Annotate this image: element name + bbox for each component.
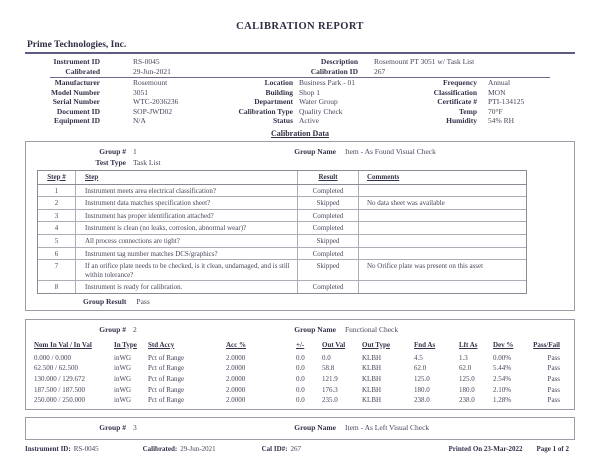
table-cell: KLBH bbox=[362, 375, 382, 384]
group-1-box bbox=[25, 141, 575, 311]
functional-check-table bbox=[26, 340, 574, 406]
table-cell: 0.000 / 0.000 bbox=[34, 353, 71, 362]
table-cell: 0.0 bbox=[296, 385, 305, 394]
table-cell: 5.44% bbox=[493, 364, 512, 373]
column-header: Nom In Val / In Val bbox=[34, 340, 92, 349]
field-label: Serial Number bbox=[52, 97, 100, 107]
table-cell: Pass bbox=[547, 375, 560, 384]
table-cell: Pct of Range bbox=[148, 375, 185, 384]
step-number-cell: 2 bbox=[38, 197, 76, 209]
table-cell: 250.000 / 250.000 bbox=[34, 396, 85, 405]
result-cell: Completed bbox=[298, 248, 359, 260]
field-label: Calibration Type bbox=[238, 106, 293, 116]
field-value: PTI-134125 bbox=[488, 97, 525, 107]
field-label: Building bbox=[265, 87, 293, 97]
info-row bbox=[25, 116, 575, 126]
group-name-label: Group Name bbox=[294, 423, 336, 433]
table-cell: Pct of Range bbox=[148, 385, 185, 394]
footer-calibrated-value: 29-Jun-2021 bbox=[180, 445, 216, 454]
field-label: Location bbox=[264, 78, 293, 87]
table-cell: inWG bbox=[114, 396, 132, 405]
table-cell: 121.9 bbox=[322, 375, 338, 384]
step-number-cell: 1 bbox=[38, 185, 76, 197]
table-row bbox=[38, 210, 526, 223]
group-2-header bbox=[26, 324, 574, 335]
step-cell: Instrument is clean (no leaks, corrosion, abnormal wear)? bbox=[76, 222, 298, 234]
result-cell: Skipped bbox=[298, 235, 359, 247]
table-cell: Pass bbox=[547, 364, 560, 373]
column-header: Out Type bbox=[362, 340, 390, 349]
table-cell: 1.28% bbox=[493, 396, 512, 405]
test-type-label: Test Type bbox=[95, 157, 126, 167]
footer-instrument-label: Instrument ID: bbox=[25, 445, 71, 454]
field-value: WTC-2036236 bbox=[133, 97, 179, 107]
field-value: Business Park - 01 bbox=[299, 78, 356, 87]
step-cell: Instrument has proper identification attached? bbox=[76, 210, 298, 222]
table-row bbox=[34, 395, 566, 406]
table-cell: 0.00% bbox=[493, 353, 512, 362]
info-row bbox=[25, 67, 575, 77]
step-number-cell: 4 bbox=[38, 222, 76, 234]
comments-cell bbox=[359, 248, 528, 260]
table-row bbox=[38, 222, 526, 235]
table-cell: 2.0000 bbox=[226, 353, 246, 362]
column-header: Result bbox=[298, 171, 359, 184]
step-number-cell: 6 bbox=[38, 248, 76, 260]
field-label: Description bbox=[320, 57, 358, 66]
info-top-rows bbox=[25, 57, 575, 77]
field-label: Instrument ID bbox=[53, 57, 100, 66]
field-value: 3051 bbox=[133, 87, 148, 97]
group-2-box bbox=[25, 319, 575, 410]
field-value: Active bbox=[299, 116, 319, 126]
field-value: Annual bbox=[488, 78, 511, 87]
footer-cal-id-value: 267 bbox=[290, 445, 301, 454]
table-cell: 4.5 bbox=[414, 353, 423, 362]
group-name-label: Group Name bbox=[294, 324, 336, 334]
column-header: Std Accy bbox=[148, 340, 175, 349]
cal-table-body bbox=[34, 353, 566, 407]
step-cell: Instrument meets area electrical classification? bbox=[76, 185, 298, 197]
field-label: Temp bbox=[458, 106, 477, 116]
field-label: Document ID bbox=[56, 106, 100, 116]
field-value: N/A bbox=[133, 116, 146, 126]
group-number: 3 bbox=[133, 423, 137, 433]
group-1-test-type-row bbox=[26, 157, 574, 168]
group-1-header bbox=[26, 146, 574, 157]
step-cell: If an orifice plate needs to be checked, is it clean, undamaged, and is still within tolerance? bbox=[76, 260, 298, 280]
table-cell: 176.3 bbox=[322, 385, 338, 394]
field-label: Classification bbox=[433, 87, 477, 97]
table-row bbox=[38, 185, 526, 198]
step-number-cell: 3 bbox=[38, 210, 76, 222]
table-row bbox=[38, 197, 526, 210]
field-value: Water Group bbox=[299, 97, 338, 107]
group-number-label: Group # bbox=[99, 146, 126, 156]
group-number: 2 bbox=[133, 324, 137, 334]
company-name: Prime Technologies, Inc. bbox=[27, 40, 127, 50]
table-cell: Pct of Range bbox=[148, 396, 185, 405]
table-cell: 187.500 / 187.500 bbox=[34, 385, 85, 394]
table-cell: Pass bbox=[547, 353, 560, 362]
field-label: Humidity bbox=[446, 116, 477, 126]
table-row bbox=[38, 235, 526, 248]
table-row bbox=[34, 385, 566, 396]
table-cell: KLBH bbox=[362, 364, 382, 373]
table-cell: 62.500 / 62.500 bbox=[34, 364, 78, 373]
field-value: 54% RH bbox=[488, 116, 515, 126]
info-row bbox=[25, 107, 575, 117]
column-header: Step # bbox=[38, 171, 76, 184]
comments-cell bbox=[359, 281, 528, 293]
table-cell: KLBH bbox=[362, 396, 382, 405]
field-value: MON bbox=[488, 87, 506, 97]
table-cell: Pct of Range bbox=[148, 364, 185, 373]
group-3-box bbox=[25, 417, 575, 440]
info-row bbox=[25, 78, 575, 88]
comments-cell bbox=[359, 222, 528, 234]
field-value: RS-0045 bbox=[133, 57, 160, 66]
table-cell: 58.8 bbox=[322, 364, 335, 373]
group-name: Functional Check bbox=[345, 324, 399, 334]
group-number-label: Group # bbox=[99, 324, 126, 334]
group-number-label: Group # bbox=[99, 423, 126, 433]
column-header: Comments bbox=[367, 172, 400, 181]
group-result-row bbox=[83, 297, 574, 307]
table-cell: 2.0000 bbox=[226, 385, 246, 394]
table-cell: inWG bbox=[114, 375, 132, 384]
info-row bbox=[25, 57, 575, 67]
step-cell: Instrument is ready for calibration. bbox=[76, 281, 298, 293]
table-cell: 2.0000 bbox=[226, 396, 246, 405]
group-result-label: Group Result bbox=[83, 296, 127, 306]
field-label: Certificate # bbox=[437, 97, 477, 107]
table-cell: KLBH bbox=[362, 353, 382, 362]
table-cell: 2.0000 bbox=[226, 375, 246, 384]
result-cell: Skipped bbox=[298, 197, 359, 209]
footer-printed-on: Printed On 23-Mar-2022 bbox=[448, 445, 523, 454]
field-value: 29-Jun-2021 bbox=[133, 67, 171, 76]
table-cell: 62.0 bbox=[459, 364, 472, 373]
table-cell: 2.10% bbox=[493, 385, 512, 394]
column-header: +/- bbox=[296, 340, 305, 349]
report-title: CALIBRATION REPORT bbox=[236, 21, 364, 32]
field-value: 70°F bbox=[488, 106, 503, 116]
task-table bbox=[37, 170, 527, 294]
footer-page-number: Page 1 of 2 bbox=[536, 445, 569, 454]
comments-cell bbox=[359, 210, 528, 222]
table-row bbox=[38, 260, 526, 281]
table-cell: inWG bbox=[114, 353, 132, 362]
cal-table-header bbox=[34, 340, 566, 351]
table-cell: 0.0 bbox=[296, 396, 305, 405]
field-label: Calibrated bbox=[65, 67, 100, 76]
table-cell: 0.0 bbox=[296, 353, 305, 362]
table-cell: 125.0 bbox=[459, 375, 475, 384]
result-cell: Completed bbox=[298, 222, 359, 234]
table-cell: 62.0 bbox=[414, 364, 427, 373]
step-number-cell: 8 bbox=[38, 281, 76, 293]
instrument-info-section bbox=[25, 57, 575, 126]
table-row bbox=[34, 374, 566, 385]
task-table-body bbox=[38, 185, 526, 293]
field-value: Quality Check bbox=[299, 106, 343, 116]
column-header: Dev % bbox=[493, 340, 514, 349]
footer-instrument-value: RS-0045 bbox=[73, 445, 99, 454]
column-header: Fnd As bbox=[414, 340, 436, 349]
table-cell: 180.0 bbox=[414, 385, 430, 394]
table-cell: 0.0 bbox=[296, 375, 305, 384]
column-header: In Type bbox=[114, 340, 137, 349]
field-label: Status bbox=[272, 116, 293, 126]
table-cell: 125.0 bbox=[414, 375, 430, 384]
step-number-cell: 5 bbox=[38, 235, 76, 247]
info-row bbox=[25, 88, 575, 98]
task-table-header-row bbox=[38, 171, 526, 185]
table-row bbox=[34, 353, 566, 364]
footer-calibrated-label: Calibrated: bbox=[142, 445, 178, 454]
table-cell: 0.0 bbox=[296, 364, 305, 373]
result-cell: Completed bbox=[298, 185, 359, 197]
field-label: Department bbox=[254, 97, 293, 107]
table-row bbox=[38, 281, 526, 293]
footer-cal-id-label: Cal ID#: bbox=[261, 445, 288, 454]
column-header: Lft As bbox=[459, 340, 478, 349]
group-name: Item - As Left Visual Check bbox=[345, 423, 430, 433]
comments-cell bbox=[359, 235, 528, 247]
table-cell: 180.0 bbox=[459, 385, 475, 394]
group-name-label: Group Name bbox=[294, 146, 336, 156]
step-cell: All process connections are tight? bbox=[76, 235, 298, 247]
group-3-header bbox=[26, 422, 574, 433]
field-value: Shop 1 bbox=[299, 87, 321, 97]
table-cell: Pct of Range bbox=[148, 353, 185, 362]
result-cell: Skipped bbox=[298, 260, 359, 280]
field-value: Rosemount PT 3051 w/ Task List bbox=[374, 57, 475, 66]
test-type: Task List bbox=[133, 157, 161, 167]
section-title: Calibration Data bbox=[271, 128, 329, 138]
table-cell: KLBH bbox=[362, 385, 382, 394]
result-cell: Completed bbox=[298, 210, 359, 222]
header-divider bbox=[25, 52, 575, 54]
table-cell: 238.0 bbox=[414, 396, 430, 405]
field-label: Frequency bbox=[442, 78, 477, 87]
info-main-rows bbox=[25, 78, 575, 126]
table-cell: 1.3 bbox=[459, 353, 468, 362]
result-cell: Completed bbox=[298, 281, 359, 293]
field-value: SOP-JWD02 bbox=[133, 106, 173, 116]
column-header: Pass/Fail bbox=[533, 340, 560, 349]
field-label: Manufacturer bbox=[54, 78, 100, 87]
table-cell: 0.0 bbox=[322, 353, 331, 362]
column-header: Acc % bbox=[226, 340, 247, 349]
field-label: Model Number bbox=[51, 87, 100, 97]
comments-cell: No Orifice plate was present on this asset bbox=[367, 262, 484, 271]
group-name: Item - As Found Visual Check bbox=[345, 146, 436, 156]
comments-cell: No data sheet was available bbox=[367, 199, 445, 208]
page-footer bbox=[25, 445, 575, 454]
column-header: Out Val bbox=[322, 340, 346, 349]
info-row bbox=[25, 97, 575, 107]
group-result-value: Pass bbox=[136, 296, 150, 306]
comments-cell bbox=[359, 185, 528, 197]
table-row bbox=[38, 248, 526, 261]
table-cell: 130.000 / 129.672 bbox=[34, 375, 85, 384]
step-number-cell: 7 bbox=[38, 260, 76, 280]
table-cell: 238.0 bbox=[459, 396, 475, 405]
group-number: 1 bbox=[133, 146, 137, 156]
table-cell: Pass bbox=[547, 396, 560, 405]
field-value: Rosemount bbox=[133, 78, 168, 87]
table-cell: 2.54% bbox=[493, 375, 512, 384]
table-cell: 235.0 bbox=[322, 396, 338, 405]
field-value: 267 bbox=[374, 67, 386, 76]
table-cell: Pass bbox=[547, 385, 560, 394]
column-header: Step bbox=[76, 171, 298, 184]
field-label: Equipment ID bbox=[53, 116, 100, 126]
table-cell: inWG bbox=[114, 364, 132, 373]
table-cell: 2.0000 bbox=[226, 364, 246, 373]
table-row bbox=[34, 363, 566, 374]
table-cell: inWG bbox=[114, 385, 132, 394]
step-cell: Instrument tag number matches DCS/graphics? bbox=[76, 248, 298, 260]
field-label: Calibration ID bbox=[310, 67, 358, 76]
step-cell: Instrument data matches specification sheet? bbox=[76, 197, 298, 209]
